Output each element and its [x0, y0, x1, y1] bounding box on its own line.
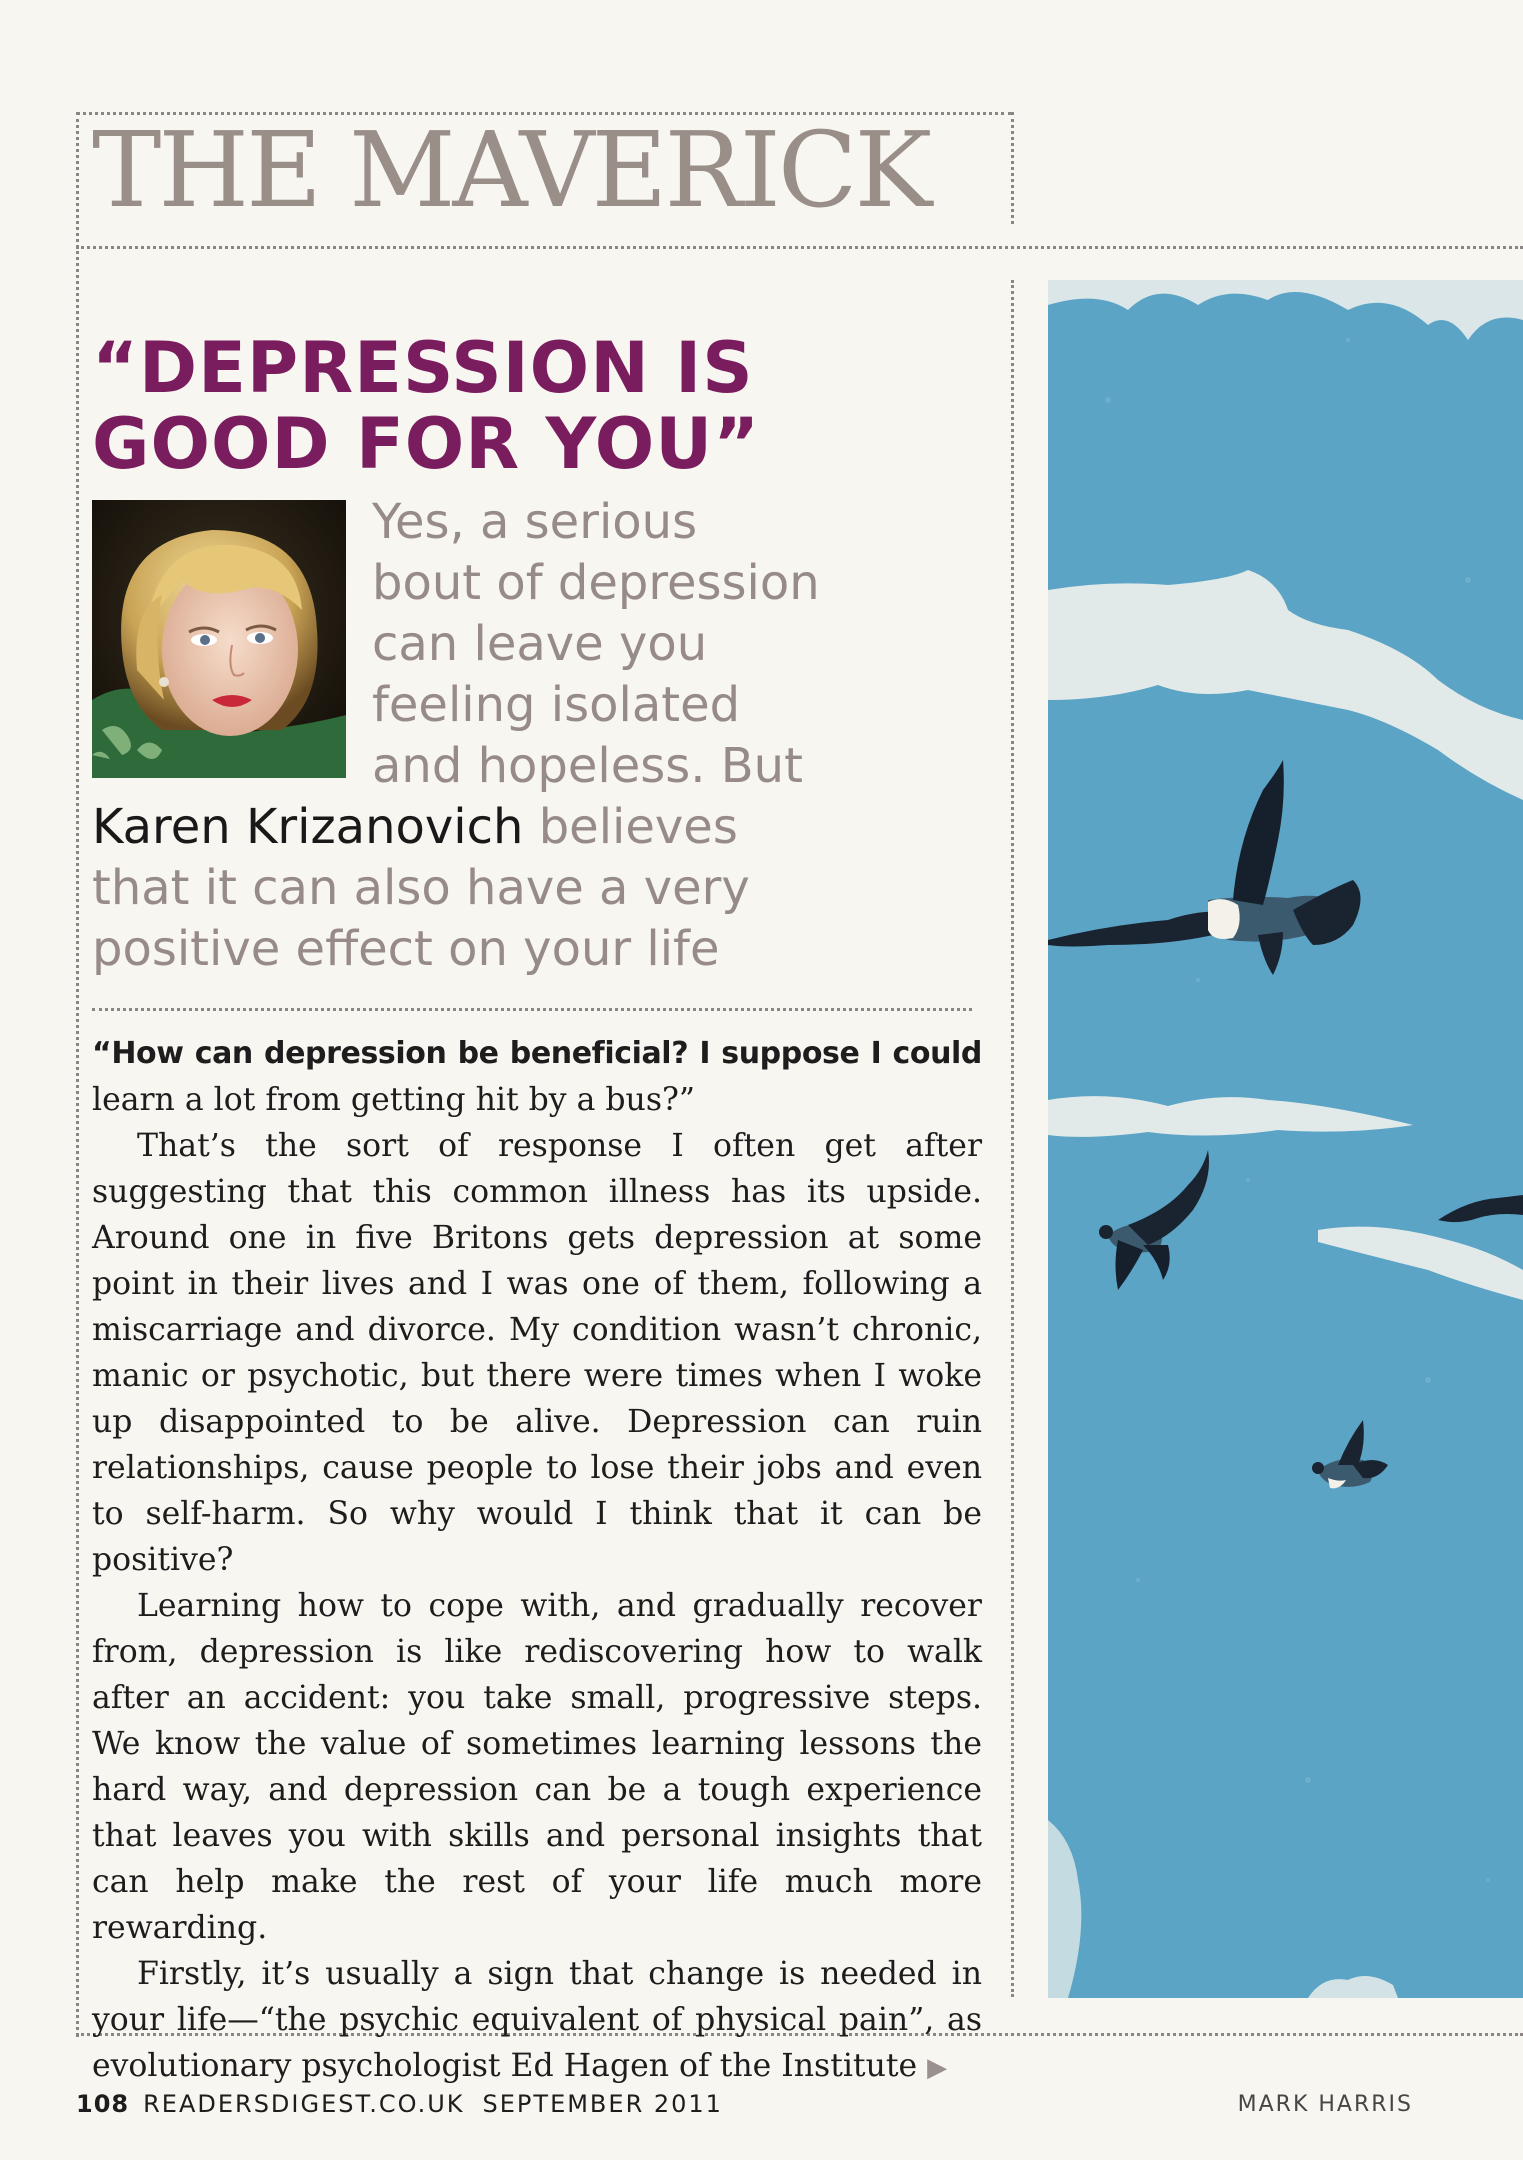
- author-portrait-image: [92, 500, 346, 778]
- body-paragraph: Learning how to cope with, and gradually recover from, depression is like rediscovering how to walk after an accident: you take small, progressive steps. We know the value of sometimes learning lessons the hard way, and depression can be a tough experience that leaves you with skills and personal insights that can help make the rest of your life much more rewarding.: [92, 1588, 982, 1946]
- footer-site: READERSDIGEST.CO.UK: [143, 2090, 465, 2118]
- footer-issue: SEPTEMBER 2011: [482, 2090, 723, 2118]
- standfirst-beside-photo: [372, 492, 992, 797]
- body-paragraph: That’s the sort of response I often get after suggesting that this common illness has its upside. Around one in five Britons gets depression at some point in their lives and I was one of them, following a miscarriage and divorce. My condition wasn’t chronic, manic or psychotic, but there were times when I woke up disappointed to be alive. Depression can ruin relationships, cause people to lose their jobs and even to self-harm. So why would I think that it can be positive?: [92, 1128, 982, 1578]
- page-number: 108: [76, 2090, 130, 2118]
- illustration-image: [1048, 280, 1523, 1998]
- standfirst-divider: [92, 1008, 972, 1011]
- body-paragraph-text: Firstly, it’s usually a sign that change is needed in your life—“the psychic equivalent of physical pain”, as evolutionary psychologist Ed Hagen of the Institute: [92, 1956, 982, 2084]
- article-headline: [92, 327, 992, 485]
- standfirst-line: can leave you: [372, 616, 708, 672]
- standfirst-byline-line: [92, 797, 992, 858]
- column-right-rule: [1011, 280, 1014, 1997]
- headline-line-2: GOOD FOR YOU”: [92, 403, 761, 485]
- standfirst-line: feeling isolated: [372, 677, 741, 733]
- intro-paragraph: [92, 1030, 982, 1123]
- headline-line-1: “DEPRESSION IS: [92, 327, 754, 409]
- intro-bold-quote: “How can depression be beneficial? I suppose I could: [92, 1036, 982, 1071]
- standfirst-full-width: [92, 797, 992, 980]
- illustration-credit: MARK HARRIS: [1237, 2092, 1413, 2117]
- article-left-rule: [76, 112, 79, 2037]
- play-triangle-icon: ▶: [927, 2053, 948, 2083]
- standfirst-line: and hopeless. But: [372, 738, 803, 794]
- standfirst-line: positive effect on your life: [92, 921, 720, 977]
- page-footer: [76, 2090, 723, 2118]
- sky-birds-illustration: [1048, 280, 1523, 1998]
- author-name: Karen Krizanovich: [92, 799, 524, 855]
- standfirst-line-end: believes: [523, 799, 738, 855]
- intro-rest: learn a lot from getting hit by a bus?”: [92, 1082, 695, 1118]
- article-body: [92, 1030, 982, 2091]
- title-box-bottom-rule: [76, 246, 1523, 249]
- standfirst-line: Yes, a serious: [372, 494, 698, 550]
- body-paragraph-last: [92, 1951, 982, 2091]
- author-photo: [92, 500, 346, 778]
- standfirst-line: that it can also have a very: [92, 860, 750, 916]
- section-title: THE MAVERICK: [92, 109, 930, 231]
- title-box-right-rule: [1011, 112, 1014, 224]
- standfirst-line: bout of depression: [372, 555, 820, 611]
